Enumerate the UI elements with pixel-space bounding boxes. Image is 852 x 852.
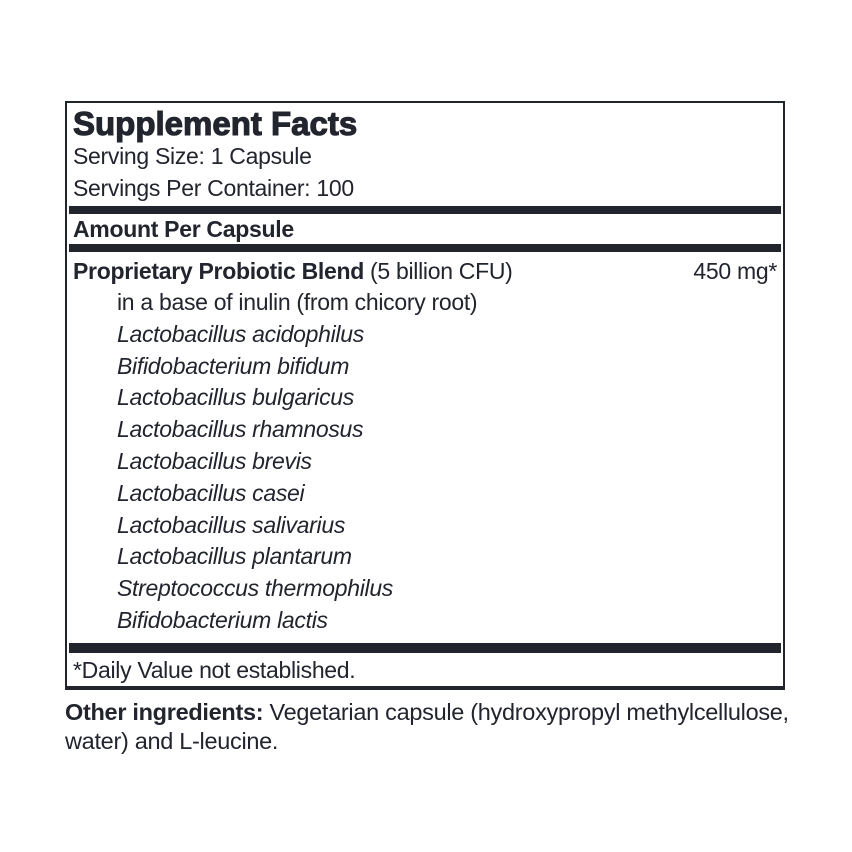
species-item: Streptococcus thermophilus bbox=[117, 575, 394, 602]
panel-title: Supplement Facts bbox=[73, 105, 358, 142]
species-item: Bifidobacterium lactis bbox=[117, 606, 328, 633]
blend-name-line bbox=[73, 255, 513, 287]
species-item: Lactobacillus salivarius bbox=[117, 511, 346, 538]
other-ingredients-text: Vegetarian capsule (hydroxypropyl methylcellulose, bbox=[263, 699, 789, 725]
species-item: Lactobacillus bulgaricus bbox=[117, 384, 354, 411]
species-item: Lactobacillus rhamnosus bbox=[117, 416, 364, 443]
other-ingredients-line2: water) and L-leucine. bbox=[65, 727, 279, 754]
species-item: Lactobacillus plantarum bbox=[117, 543, 352, 570]
amount-per-capsule-header: Amount Per Capsule bbox=[73, 216, 294, 242]
divider-bar-bottom bbox=[69, 643, 781, 653]
blend-amount: 450 mg* bbox=[693, 258, 777, 284]
supplement-facts-panel bbox=[65, 101, 785, 690]
daily-value-footnote: *Daily Value not established. bbox=[73, 656, 356, 683]
blend-row bbox=[73, 255, 777, 287]
blend-name: Proprietary Probiotic Blend bbox=[73, 258, 364, 284]
species-item: Bifidobacterium bifidum bbox=[117, 352, 350, 379]
blend-detail: (5 billion CFU) bbox=[363, 258, 513, 284]
species-item: Lactobacillus acidophilus bbox=[117, 320, 364, 347]
other-ingredients-line1 bbox=[65, 698, 789, 727]
other-ingredients bbox=[65, 698, 789, 755]
divider-bar-header bbox=[69, 244, 781, 252]
serving-size-line: Serving Size: 1 Capsule bbox=[73, 143, 312, 169]
species-item: Lactobacillus brevis bbox=[117, 447, 312, 474]
servings-per-container-line: Servings Per Container: 100 bbox=[73, 174, 354, 201]
other-ingredients-label: Other ingredients: bbox=[65, 699, 264, 725]
divider-bar-top bbox=[69, 206, 781, 214]
blend-base-line: in a base of inulin (from chicory root) bbox=[117, 289, 478, 315]
species-item: Lactobacillus casei bbox=[117, 479, 305, 506]
